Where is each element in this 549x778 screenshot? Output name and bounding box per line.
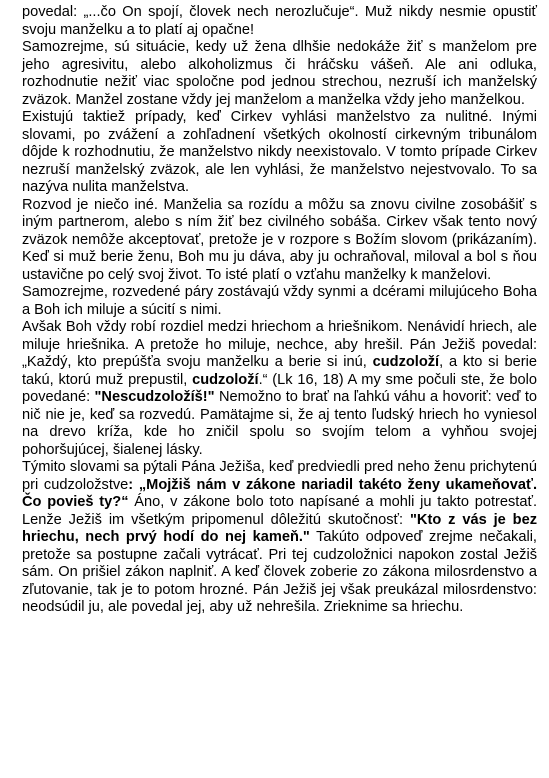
paragraph-text: Existujú taktiež prípady, keď Cirkev vyhlási manželstvo za nulitné. Inými slovami, po zvážení a zohľadnení všetkých okolností cirkevným tribunálom dôjde k rozhodnutiu, že manželstvo nikdy neexistovalo. V tomto prípade Cirkev nezruší manželský zväzok, ale len vyhlási, že manželstvo nejestvovalo. To sa nazýva nulita manželstva.	[22, 109, 537, 195]
paragraph-text: povedal: „...čo On spojí, človek nech nerozlučuje“. Muž nikdy nesmie opustiť svoju manželku a to platí aj opačne!	[22, 4, 537, 38]
bold-quote: : „Mojžiš nám v zákone nariadil takéto ženy ukameňovať. Čo povieš ty?“	[22, 476, 537, 510]
paragraph-text: Áno, v zákone bolo toto napísané a mohli ju takto potrestať. Lenže Ježiš im všetkým pripomenul dôležitú skutočnosť:	[22, 494, 537, 528]
paragraph-text: Samozrejme, sú situácie, kedy už žena dlhšie nedokáže žiť s manželom pre jeho agresivitu, alebo alkoholizmus či hráčsku vášeň. Ale ani odluka, rozhodnutie nežiť viac spoločne pod jednou strechou, nezruší ich manželský zväzok. Manžel zostane vždy jej manželom a manželka vždy jeho manželkou.	[22, 39, 537, 108]
paragraph-3	[22, 109, 537, 197]
paragraph-1	[22, 4, 537, 39]
paragraph-4	[22, 197, 537, 285]
bold-quote: "Nescudzoložíš!"	[94, 389, 215, 405]
paragraph-6	[22, 319, 537, 459]
paragraph-text: .“ (Lk 16, 18) A my sme počuli ste, že bolo povedané:	[22, 371, 537, 405]
paragraph-2	[22, 39, 537, 109]
bold-emphasis: cudzoloží	[192, 371, 259, 388]
paragraph-7	[22, 459, 537, 617]
paragraph-text: Rozvod je niečo iné. Manželia sa rozídu a môžu sa znovu civilne zosobášiť s iným partnerom, alebo s ním žiť bez civilného sobáša. Cirkev však tento nový zväzok nemôže akceptovať, pretože je v rozpore s Božím slovom (prikázaním). Keď si muž berie ženu, Boh mu ju dáva, aby ju ochraňoval, miloval a bol s ňou ustavične po celý svoj život. To isté platí o vzťahu manželky k manželovi.	[22, 196, 537, 283]
paragraph-text: Týmito slovami sa pýtali Pána Ježiša, keď predviedli pred neho ženu prichytenú pri cudzoložstve	[22, 459, 537, 493]
bold-quote: "Kto z vás je bez hriechu, nech prvý hodí do nej kameň."	[22, 511, 537, 545]
bold-emphasis: cudzoloží	[372, 354, 440, 370]
paragraph-text: , a kto si berie takú, ktorú muž prepustil,	[22, 354, 537, 388]
paragraph-text: Takúto odpoveď zrejme nečakali, pretože sa postupne začali vytrácať. Pri tej cudzoložnici napokon zostal Ježiš sám. On prišiel zákon naplniť. A keď človek zoberie zo zákona milosrdenstvo a zľutovanie, tak je to potom hrozné. Pán Ježiš jej však preukázal milosrdenstvo: neodsúdil ju, ale povedal jej, aby už nehrešila. Zrieknime sa hriechu.	[22, 529, 537, 615]
document-page	[22, 4, 537, 617]
paragraph-5	[22, 284, 537, 319]
paragraph-text: Nemožno to brať na ľahkú váhu a hovoriť: veď to nič nie je, keď sa rozvedú. Pamätajme si, že aj tento ľudský hriech ho vyniesol na drevo kríža, kde ho zničil spolu so svojím telom a vyhňou svojej pohoršujúcej, šialenej lásky.	[22, 389, 537, 458]
paragraph-text: Samozrejme, rozvedené páry zostávajú vždy synmi a dcérami milujúceho Boha a Boh ich miluje a súcití s nimi.	[22, 284, 537, 318]
paragraph-text: Avšak Boh vždy robí rozdiel medzi hriechom a hriešnikom. Nenávidí hriech, ale miluje hriešnika. A pretože ho miluje, nechce, aby hrešil. Pán Ježiš povedal: „Každý, kto prepúšťa svoju manželku a berie si inú,	[22, 319, 537, 370]
